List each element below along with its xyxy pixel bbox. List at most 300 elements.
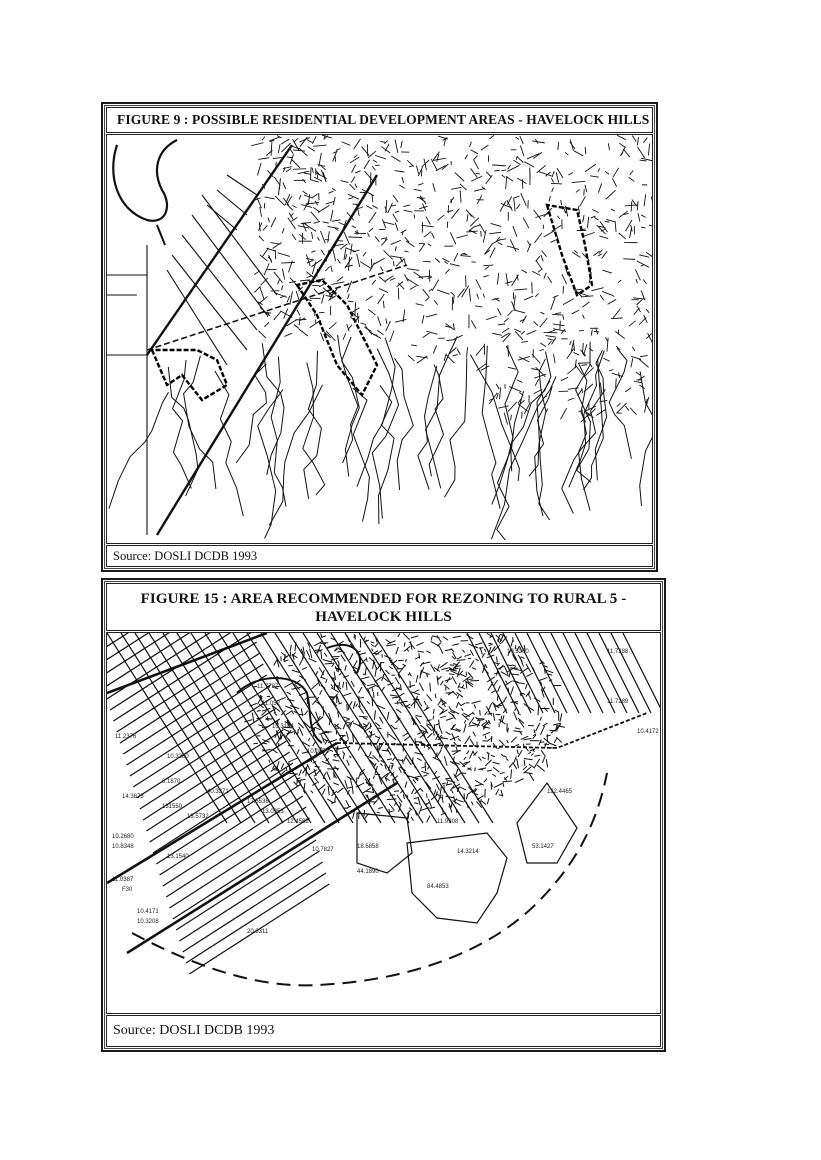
parcel-line: [510, 239, 516, 251]
parcel-line: [299, 317, 300, 325]
figure-15-title-band: [106, 583, 661, 631]
urban-parcel-line: [497, 695, 498, 700]
parcel-line: [431, 159, 437, 170]
urban-parcel-line: [423, 775, 427, 776]
parcel-line: [615, 222, 616, 232]
parcel-line: [476, 346, 484, 356]
parcel-line: [612, 178, 616, 186]
urban-parcel-line: [494, 783, 502, 787]
rural-grid-parcels: [107, 633, 660, 974]
parcel-line: [331, 210, 333, 221]
urban-parcel-line: [493, 713, 495, 721]
parcel-line: [263, 225, 268, 230]
grid-parcel-line: [527, 633, 567, 713]
urban-parcel-line: [439, 710, 447, 715]
parcel-line: [274, 177, 280, 186]
urban-parcel-line: [365, 667, 366, 674]
stream-line: [497, 391, 524, 540]
parcel-line: [378, 317, 381, 326]
urban-parcel-line: [464, 757, 466, 760]
parcel-line: [388, 203, 393, 213]
parcel-line: [269, 137, 280, 141]
urban-parcel-line: [307, 764, 310, 770]
urban-parcel-line: [382, 687, 385, 691]
parcel-line: [426, 297, 429, 301]
urban-parcel-line: [417, 698, 422, 706]
stream-line: [429, 365, 443, 477]
parcel-label: 53.1427: [532, 844, 554, 850]
urban-parcel-line: [286, 711, 292, 715]
parcel-line: [303, 191, 308, 194]
parcel-line: [372, 280, 376, 285]
urban-parcel-line: [324, 653, 327, 657]
parcel-line: [410, 286, 417, 290]
parcel-line: [568, 398, 574, 400]
parcel-line: [542, 251, 547, 257]
parcel-line: [531, 368, 540, 370]
urban-parcel-line: [285, 706, 292, 709]
urban-parcel-line: [452, 676, 456, 684]
grid-parcel-line: [150, 752, 290, 842]
parcel-label: 18.6858: [357, 844, 379, 850]
urban-parcel-line: [444, 756, 447, 765]
urban-parcel-line: [436, 724, 439, 726]
parcel-line: [312, 262, 316, 274]
urban-parcel-line: [488, 682, 493, 690]
urban-parcel-line: [417, 733, 421, 735]
parcel-line: [455, 172, 464, 181]
urban-parcel-line: [493, 762, 500, 764]
urban-parcel-line: [514, 756, 517, 763]
parcel-line: [508, 310, 513, 315]
urban-parcel-line: [554, 738, 557, 743]
parcel-line: [598, 183, 601, 192]
urban-parcel-line: [440, 662, 448, 667]
urban-parcel-line: [437, 635, 442, 642]
parcel-line: [527, 244, 531, 252]
urban-parcel-line: [464, 720, 465, 723]
parcel-line: [420, 196, 426, 205]
urban-parcel-line: [498, 685, 501, 691]
parcel-line: [264, 322, 269, 327]
grid-parcel-line: [137, 708, 277, 798]
parcel-line: [613, 308, 620, 317]
parcel-line: [260, 287, 264, 300]
parcel-line: [473, 225, 480, 227]
parcel-line: [450, 264, 460, 266]
parcel-line: [254, 271, 260, 275]
parcel-line: [372, 205, 377, 208]
parcel-line: [395, 211, 399, 213]
parcel-line: [637, 261, 649, 267]
parcel-line: [639, 359, 649, 368]
parcel-label: 10.0251: [307, 749, 329, 755]
parcel-line: [379, 276, 386, 282]
parcel-line: [283, 167, 292, 169]
urban-parcel-line: [511, 640, 513, 646]
grid-parcel-line: [173, 829, 313, 919]
grid-parcel-line: [563, 633, 603, 713]
parcel-line: [582, 388, 583, 393]
parcel-line: [374, 258, 385, 264]
parcel-line: [563, 315, 564, 320]
figure-15-map-graphic: [107, 633, 660, 1010]
parcel-line: [319, 312, 325, 313]
parcel-line: [600, 295, 603, 300]
urban-parcel-line: [353, 660, 357, 667]
urban-parcel-line: [518, 750, 522, 757]
parcel-line: [552, 314, 562, 315]
urban-parcel-line: [527, 680, 528, 683]
parcel-line: [411, 345, 417, 346]
parcel-label: 122.4465: [547, 789, 573, 795]
parcel-line: [311, 212, 319, 221]
development-area-3: [547, 205, 592, 295]
urban-parcel-line: [438, 676, 441, 679]
urban-parcel-line: [304, 789, 305, 794]
parcel-line: [507, 200, 513, 210]
urban-parcel-line: [500, 634, 503, 635]
urban-parcel-line: [475, 767, 476, 771]
urban-parcel-line: [387, 799, 397, 800]
urban-parcel-line: [468, 679, 473, 680]
urban-parcel-line: [392, 757, 395, 761]
parcel-line: [274, 312, 281, 320]
urban-parcel-line: [546, 759, 547, 767]
parcel-line: [450, 232, 455, 244]
parcel-line: [426, 217, 430, 225]
urban-parcel-line: [458, 686, 465, 688]
urban-parcel-line: [371, 644, 374, 646]
parcel-line: [551, 183, 562, 184]
urban-parcel-line: [349, 701, 352, 706]
parcel-line: [364, 160, 370, 169]
urban-parcel-line: [457, 660, 466, 661]
urban-parcel-line: [371, 742, 372, 747]
urban-parcel-line: [405, 659, 407, 661]
parcel-line: [602, 251, 607, 258]
urban-parcel-line: [308, 738, 309, 741]
urban-parcel-line: [451, 649, 454, 652]
urban-parcel-line: [364, 637, 365, 640]
urban-parcel-line: [430, 683, 431, 692]
urban-parcel-line: [389, 804, 394, 811]
parcel-line: [636, 372, 640, 375]
parcel-line: [444, 261, 447, 263]
parcel-line: [637, 299, 643, 304]
parcel-line: [602, 270, 611, 273]
urban-parcel-line: [338, 663, 339, 672]
urban-parcel-line: [390, 695, 398, 696]
road-diagonal-west: [147, 145, 292, 355]
urban-parcel-line: [306, 650, 309, 657]
parcel-label: 40.3371: [207, 789, 229, 795]
parcel-line: [292, 139, 299, 151]
urban-parcel-line: [435, 694, 436, 698]
parcel-label: 17.5538: [247, 799, 269, 805]
parcel-line: [433, 183, 435, 192]
parcel-line: [294, 324, 299, 328]
grid-parcel-line: [551, 633, 591, 713]
parcel-line: [572, 181, 585, 182]
parcel-line: [470, 142, 472, 147]
parcel-line: [537, 165, 546, 173]
parcel-line: [606, 190, 616, 199]
urban-parcel-line: [316, 712, 319, 720]
urban-parcel-line: [489, 703, 492, 710]
urban-parcel-line: [539, 678, 548, 681]
parcel-line: [598, 254, 602, 256]
urban-parcel-line: [493, 767, 499, 772]
parcel-line: [609, 370, 614, 372]
urban-parcel-line: [460, 787, 466, 790]
parcel-line: [290, 291, 293, 304]
urban-parcel-line: [431, 641, 439, 646]
parcel-line: [617, 403, 620, 407]
parcel-line: [587, 217, 588, 228]
parcel-line: [501, 170, 506, 171]
parcel-line: [260, 207, 262, 217]
urban-parcel-line: [404, 646, 410, 651]
urban-parcel-line: [409, 808, 412, 810]
urban-parcel-line: [258, 725, 263, 727]
parcel-line: [287, 296, 290, 303]
parcel-line: [311, 232, 312, 239]
urban-parcel-line: [289, 761, 290, 770]
urban-parcel-line: [456, 703, 458, 708]
parcel-line: [291, 146, 300, 149]
parcel-line: [384, 222, 394, 225]
parcel-line: [634, 381, 642, 383]
parcel-label: 44.1890: [357, 869, 379, 875]
urban-parcel-line: [290, 645, 291, 651]
parcel-line: [566, 209, 567, 213]
urban-parcel-line: [361, 677, 369, 679]
urban-parcel-line: [377, 812, 380, 813]
urban-parcel-line: [542, 757, 544, 763]
parcel-line: [462, 254, 468, 255]
urban-parcel-line: [528, 725, 534, 726]
urban-parcel-line: [394, 803, 395, 806]
urban-parcel-line: [420, 788, 423, 791]
parcel-line: [372, 166, 375, 170]
parcel-line: [360, 262, 371, 269]
parcel-line: [396, 258, 404, 266]
grid-parcel-line: [186, 873, 326, 963]
parcel-line: [307, 260, 313, 263]
urban-parcel-line: [402, 759, 403, 764]
parcel-line: [517, 380, 523, 383]
parcel-line: [312, 168, 313, 173]
urban-parcel-line: [378, 807, 383, 808]
parcel-line: [408, 355, 414, 361]
parcel-line: [403, 210, 412, 212]
parcel-line: [562, 274, 567, 284]
figure-15-title-line-2: HAVELOCK HILLS: [315, 609, 452, 625]
parcel-line: [311, 251, 315, 252]
urban-parcel-line: [549, 680, 552, 681]
parcel-line: [332, 220, 341, 221]
urban-parcel-line: [524, 760, 525, 766]
urban-parcel-line: [480, 647, 482, 654]
figure-15-title: [107, 590, 660, 626]
urban-parcel-line: [449, 674, 455, 675]
parcel-line: [313, 207, 320, 212]
urban-parcel-line: [529, 773, 534, 781]
parcel-line: [306, 258, 314, 260]
urban-parcel-line: [269, 760, 270, 763]
stream-line: [529, 359, 546, 477]
parcel-line: [561, 408, 567, 419]
parcel-line: [258, 331, 265, 338]
parcel-line: [552, 188, 554, 192]
urban-parcel-line: [544, 738, 550, 743]
parcel-line: [278, 144, 280, 153]
parcel-line: [393, 214, 398, 222]
parcel-line: [574, 151, 583, 156]
parcel-line: [500, 387, 501, 399]
parcel-line: [313, 221, 320, 223]
urban-parcel-line: [500, 772, 505, 773]
urban-parcel-line: [407, 810, 411, 814]
urban-parcel-line: [550, 730, 558, 731]
urban-parcel-line: [471, 701, 480, 703]
urban-parcel-line: [316, 671, 318, 674]
parcel-line: [345, 254, 346, 259]
urban-parcel-line: [509, 763, 513, 767]
urban-parcel-line: [511, 737, 517, 743]
urban-parcel-line: [289, 773, 297, 774]
parcel-line: [648, 144, 649, 156]
parcel-label: 84.4853: [427, 884, 449, 890]
parcel-line: [618, 280, 621, 283]
parcel-line: [511, 415, 512, 420]
parcel-line: [348, 237, 362, 238]
parcel-line: [308, 147, 315, 152]
urban-parcel-line: [312, 683, 318, 689]
urban-parcel-line: [434, 790, 436, 795]
parcel-line: [366, 296, 373, 301]
parcel-label: 14.3214: [457, 849, 479, 855]
parcel-line: [637, 137, 638, 145]
urban-parcel-line: [496, 657, 497, 663]
urban-parcel-line: [458, 689, 461, 691]
urban-parcel-line: [321, 734, 325, 743]
parcel-line: [585, 147, 586, 154]
parcel-line: [320, 231, 325, 243]
parcel-line: [496, 384, 499, 389]
parcel-line: [635, 269, 640, 280]
parcel-line: [395, 223, 398, 231]
urban-parcel-line: [525, 772, 531, 773]
urban-parcel-line: [375, 667, 377, 677]
parcel-line: [515, 331, 523, 339]
urban-parcel-line: [461, 674, 467, 677]
parcel-line: [381, 239, 387, 246]
parcel-line: [637, 147, 644, 158]
parcel-line: [477, 294, 479, 299]
urban-parcel-line: [363, 717, 367, 719]
parcel-line: [590, 176, 599, 177]
urban-parcel-line: [287, 692, 291, 695]
urban-parcel-line: [442, 783, 446, 784]
parcel-line: [536, 260, 542, 269]
urban-parcel-line: [442, 808, 443, 813]
parcel-line: [490, 135, 495, 139]
urban-parcel-line: [549, 743, 557, 746]
urban-parcel-line: [369, 751, 371, 756]
parcel-line: [564, 208, 565, 213]
parcel-line: [407, 269, 419, 271]
parcel-line: [328, 231, 330, 243]
urban-parcel-line: [394, 778, 398, 782]
urban-parcel-line: [365, 755, 374, 758]
urban-parcel-line: [404, 642, 405, 646]
urban-parcel-line: [518, 713, 521, 715]
parcel-line: [565, 152, 568, 155]
parcel-label: 11.2376: [115, 734, 137, 740]
parcel-line: [375, 155, 386, 159]
parcel-line: [363, 252, 366, 256]
urban-parcel-line: [474, 704, 475, 708]
urban-parcel-line: [540, 742, 544, 743]
urban-parcel-line: [415, 690, 420, 692]
urban-parcel-line: [346, 719, 350, 720]
grid-parcel-line: [179, 851, 319, 941]
parcel-line: [424, 232, 431, 238]
parcel-line: [535, 293, 538, 296]
parcel-line: [552, 338, 556, 345]
parcel-line: [471, 320, 476, 328]
urban-parcel-line: [534, 729, 535, 733]
parcel-line: [299, 329, 308, 336]
urban-parcel-line: [437, 750, 441, 756]
parcel-line: [325, 239, 329, 240]
parcel-line: [373, 160, 377, 163]
parcel-line: [557, 168, 563, 178]
parcel-line: [350, 184, 355, 190]
parcel-line: [646, 252, 652, 259]
urban-parcel-line: [441, 746, 443, 749]
urban-parcel-line: [473, 732, 476, 737]
parcel-line: [417, 198, 425, 199]
parcel-line: [281, 262, 295, 263]
urban-parcel-line: [470, 660, 474, 667]
urban-parcel-line: [299, 727, 303, 736]
urban-parcel-line: [352, 786, 353, 794]
parcel-line: [347, 324, 349, 331]
parcel-line: [606, 337, 608, 341]
urban-parcel-line: [470, 739, 475, 747]
parcel-line: [360, 323, 365, 325]
urban-parcel-line: [375, 736, 379, 738]
parcel-line: [605, 221, 610, 222]
urban-parcel-line: [470, 650, 473, 656]
parcel-line: [460, 184, 467, 190]
urban-parcel-line: [313, 742, 316, 746]
parcel-line: [506, 273, 508, 286]
parcel-line: [428, 244, 431, 246]
figure-9-title: FIGURE 9 : POSSIBLE RESIDENTIAL DEVELOPMENT AREAS - HAVELOCK HILLS: [117, 112, 650, 127]
parcel-line: [611, 318, 623, 319]
urban-parcel-line: [467, 751, 470, 754]
parcel-line: [649, 225, 652, 228]
urban-parcel-line: [284, 683, 293, 688]
parcel-line: [348, 301, 354, 302]
parcel-line: [262, 248, 268, 257]
grid-parcel-line: [130, 686, 270, 776]
urban-parcel-line: [271, 749, 277, 753]
